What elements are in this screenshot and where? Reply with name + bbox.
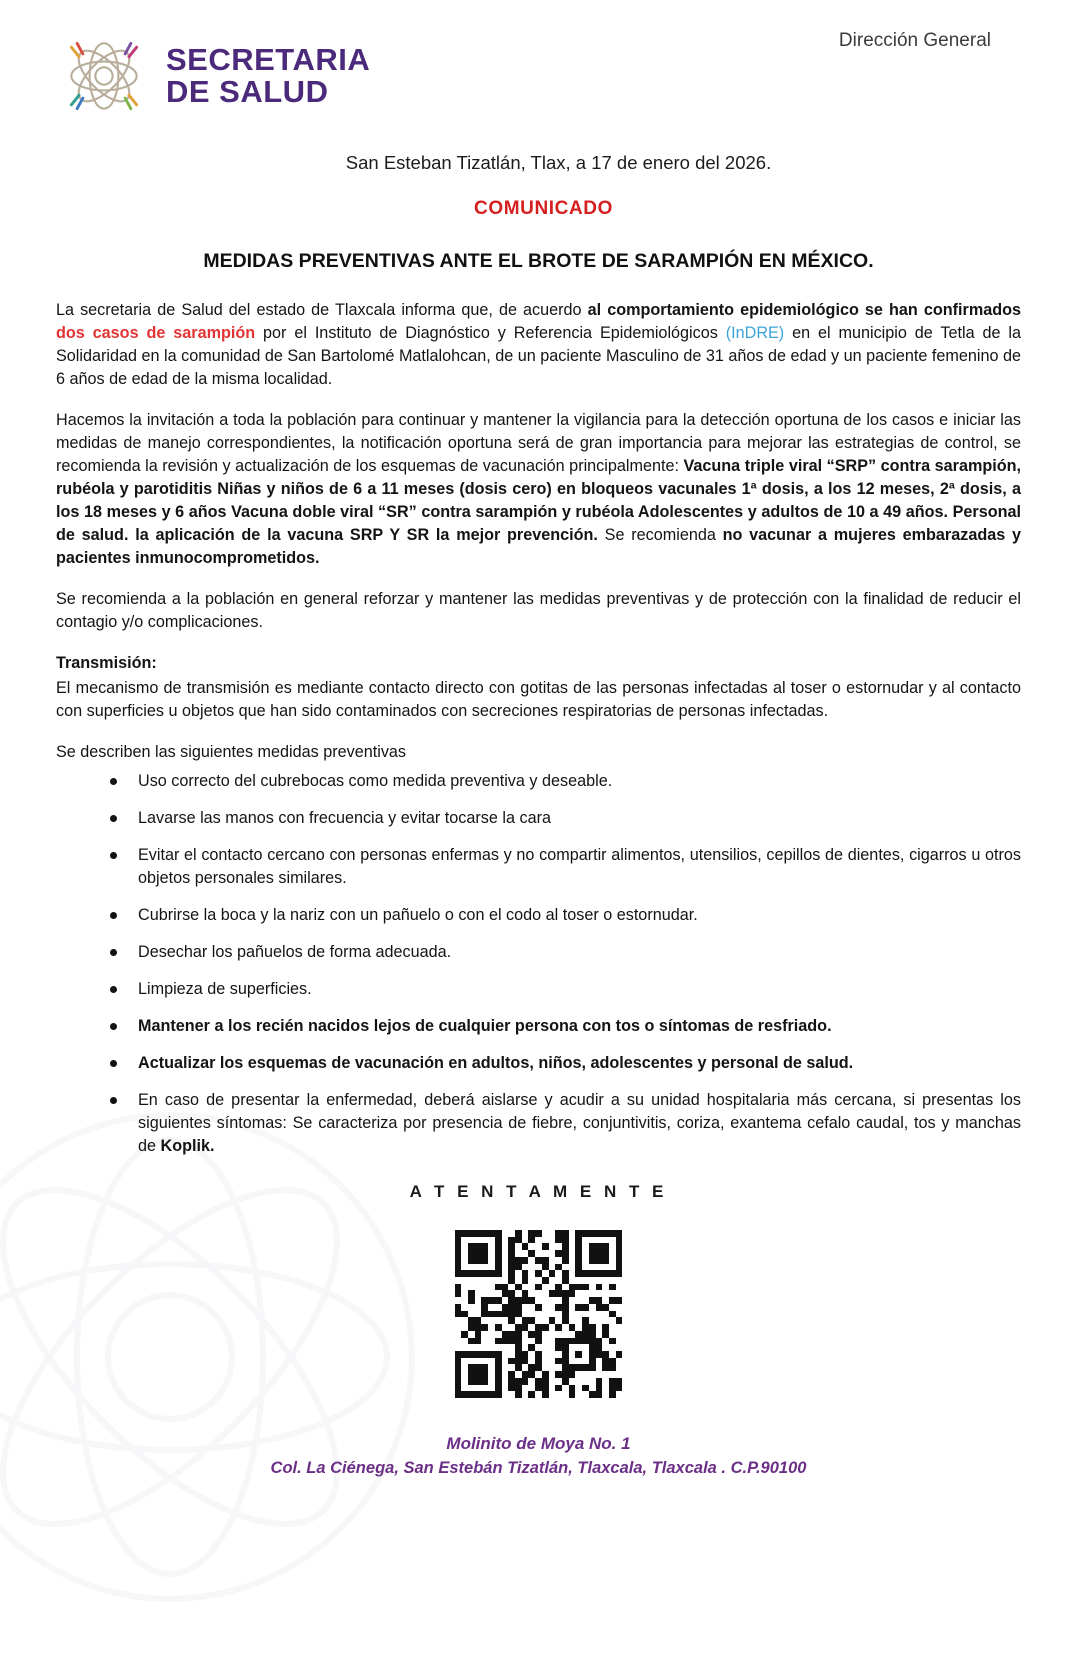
direccion-general-label: Dirección General (838, 30, 991, 51)
p1-part-f: en el municipio de Tetla de la Solidaridad en la comunidad de San Bartolomé Matlalohcan, de un paciente Masculino de 31 años de edad y un paciente femenino de 6 años de edad de la misma localidad. (56, 324, 1021, 388)
transmision-heading: Transmisión: (56, 654, 157, 672)
list-item: Limpieza de superficies. (104, 978, 1021, 1001)
list-item: Cubrirse la boca y la nariz con un pañuelo o con el codo al toser o estornudar. (104, 904, 1021, 927)
p1-highlight-cases: dos casos de sarampión (56, 324, 256, 342)
list-item: Desechar los pañuelos de forma adecuada. (104, 941, 1021, 964)
qr-code-container (56, 1230, 1021, 1398)
p2-part-c: Se recomienda (597, 526, 723, 544)
p1-indre: (InDRE) (725, 324, 785, 342)
p2-part-a: Hacemos la invitación a toda la población para continuar y mantener la vigilancia para la detección oportuna de los casos e iniciar las medidas de manejo correspondientes, la notificación oportuna será de gran importancia para mejorar las estrategias de control, se recomienda la revisión y actualización de los esquemas de vacunación principalmente: (56, 411, 1021, 475)
paragraph-2 (56, 409, 1021, 570)
paragraph-1 (56, 299, 1021, 391)
qr-code-icon[interactable] (455, 1230, 623, 1398)
list-item: Lavarse las manos con frecuencia y evitar tocarse la cara (104, 807, 1021, 830)
p1-part-d: por el Instituto de Diagnóstico y Referencia Epidemiológicos (255, 324, 726, 342)
p1-part-b: al comportamiento epidemiológico se han confirmados (587, 301, 1021, 319)
paragraph-3: Se recomienda a la población en general reforzar y mantener las medidas preventivas y de protección con la finalidad de reducir el contagio y/o complicaciones. (56, 590, 1021, 631)
footer-address (56, 1432, 1021, 1481)
footer-line-1: Molinito de Moya No. 1 (446, 1434, 631, 1453)
final-item-text: En caso de presentar la enfermedad, deberá aislarse y acudir a su unidad hospitalaria más cercana, si presentas los siguientes síntomas: Se caracteriza por presencia de fiebre, conjuntivitis, coriza, exantema cefalo caudal, tos y manchas de (138, 1091, 1021, 1155)
list-item: Mantener a los recién nacidos lejos de cualquier persona con tos o síntomas de resfriado. (104, 1015, 1021, 1038)
final-item-koplik: Koplik. (160, 1137, 215, 1155)
list-item: Actualizar los esquemas de vacunación en adultos, niños, adolescentes y personal de salud. (104, 1052, 1021, 1075)
org-name (166, 44, 370, 107)
transmision-paragraph: El mecanismo de transmisión es mediante contacto directo con gotitas de las personas infectadas al toser o estornudar y al contacto con superficies u objetos que han sido contaminados con secreciones respiratorias de personas infectadas. (56, 679, 1021, 720)
org-name-line1: SECRETARIA (166, 42, 371, 78)
document-header (56, 22, 1021, 140)
list-item-final (104, 1089, 1021, 1158)
p1-part-a: La secretaria de Salud del estado de Tlaxcala informa que, de acuerdo (56, 301, 588, 319)
list-item: Evitar el contacto cercano con personas enfermas y no compartir alimentos, utensilios, cepillos de dientes, cigarros u otros objetos personales similares. (104, 844, 1021, 890)
place-and-date: San Esteban Tizatlán, Tlax, a 17 de enero del 2026. (345, 152, 772, 173)
document-body (56, 299, 1021, 1158)
list-item: Uso correcto del cubrebocas como medida preventiva y deseable. (104, 770, 1021, 793)
p2-vaccine-schedule: Vacuna triple viral “SRP” contra sarampión, rubéola y parotiditis Niñas y niños de 6 a 11 meses (dosis cero) en bloqueos vacunales 1ª dosis, a los 12 meses, 2ª dosis, a los 18 meses y 6 años Vacuna doble viral “SR” contra sarampión y rubéola Adolescentes y adultos de 10 a 49 años. Personal de salud. la aplicación de la vacuna SRP Y SR la mejor prevención. (56, 457, 1021, 544)
medidas-lead: Se describen las siguientes medidas preventivas (56, 743, 407, 761)
org-name-line2: DE SALUD (166, 74, 329, 109)
footer-line-2: Col. La Ciénega, San Estebán Tizatlán, Tlaxcala, Tlaxcala . C.P.90100 (270, 1458, 807, 1477)
page-title: MEDIDAS PREVENTIVAS ANTE EL BROTE DE SARAMPIÓN EN MÉXICO. (203, 250, 874, 272)
atentamente-label: A T E N T A M E N T E (409, 1182, 668, 1201)
preventive-measures-list (56, 770, 1021, 1158)
logo (56, 28, 370, 124)
p2-warning: no vacunar a mujeres embarazadas y pacientes inmunocomprometidos. (56, 526, 1022, 567)
flower-logo-icon (56, 28, 152, 124)
comunicado-label: COMUNICADO (474, 198, 613, 219)
